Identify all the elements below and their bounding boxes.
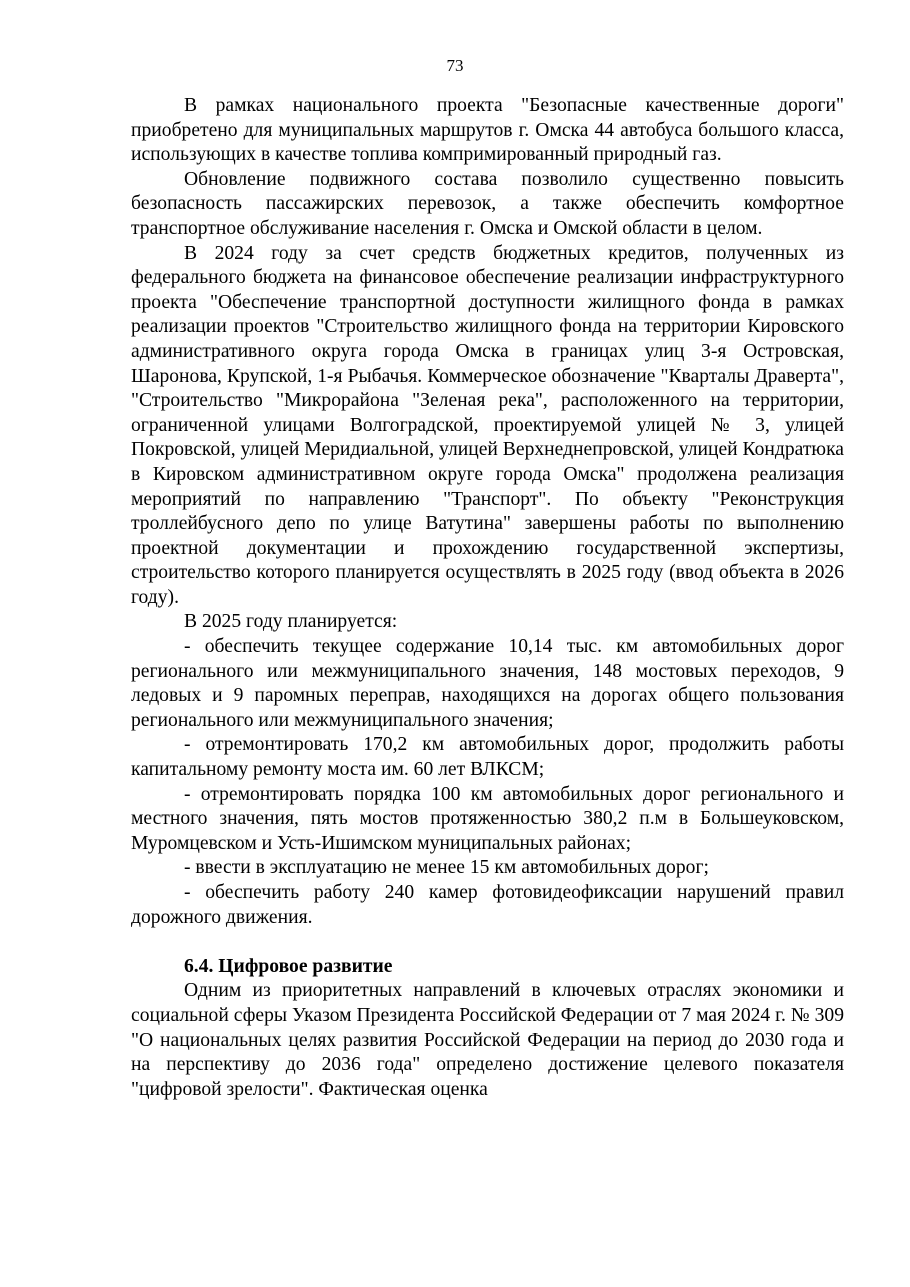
list-item-maintenance: - обеспечить текущее содержание 10,14 тыс. км автомобильных дорог регионального или межмуниципального значения, 148 мостовых переходов, 9 ледовых и 9 паромных переправ, находящихся на дорогах общего пользования регионального или межмуниципального значения; bbox=[131, 636, 844, 731]
list-item-repair-170km: - отремонтировать 170,2 км автомобильных дорог, продолжить работы капитальному ремонту моста им. 60 лет ВЛКСМ; bbox=[131, 734, 844, 781]
list-item-cameras: - обеспечить работу 240 камер фотовидеофиксации нарушений правил дорожного движения. bbox=[131, 882, 844, 928]
paragraph-plans-2025: В 2025 году планируется: bbox=[184, 611, 398, 633]
list-item-repair-100km: - отремонтировать порядка 100 км автомобильных дорог регионального и местного значения, пять мостов протяженностью 380,2 п.м в Большеуковском, Муромцевском и Усть-Ишимском муниципальных районах; bbox=[131, 783, 844, 854]
document-body bbox=[131, 94, 844, 1102]
list-item-commission-roads: - ввести в эксплуатацию не менее 15 км автомобильных дорог; bbox=[184, 857, 709, 879]
paragraph-buses: В рамках национального проекта "Безопасные качественные дороги" приобретено для муниципальных маршрутов г. Омска 44 автобуса большого класса, использующих в качестве топлива компримированный природный газ. bbox=[131, 95, 844, 166]
paragraph-infrastructure-project: В 2024 году за счет средств бюджетных кредитов, полученных из федерального бюджета на финансовое обеспечение реализации инфраструктурного проекта "Обеспечение транспортной доступности жилищного фонда в рамках реализации проектов "Строительство жилищного фонда на территории Кировского административного округа города Омска в границах улиц 3-я Островская, Шаронова, Крупской, 1-я Рыбачья. Коммерческое обозначение "Кварталы Драверта", "Строительство "Микрорайона "Зеленая река", расположенного на территории, ограниченной улицами Волгоградской, проектируемой улицей № 3, улицей Покровской, улицей Меридиальной, улицей Верхнеднепровской, улицей Кондратюка в Кировском административном округе города Омска" продолжена реализация мероприятий по направлению "Транспорт". По объекту "Реконструкция троллейбусного депо по улице Ватутина" завершены работы по выполнению проектной документации и прохождению государственной экспертизы, строительство которого планируется осуществлять в 2025 году (ввод объекта в 2026 году). bbox=[131, 242, 844, 608]
page-number: 73 bbox=[446, 56, 464, 75]
paragraph-fleet-renewal: Обновление подвижного состава позволило существенно повысить безопасность пассажирских перевозок, а также обеспечить комфортное транспортное обслуживание населения г. Омска и Омской области в целом. bbox=[131, 168, 844, 239]
paragraph-digital-development: Одним из приоритетных направлений в ключевых отраслях экономики и социальной сферы Указом Президента Российской Федерации от 7 мая 2024 г. № 309 "О национальных целях развития Российской Федерации на период до 2030 года и на перспективу до 2036 года" определено достижение целевого показателя "цифровой зрелости". Фактическая оценка bbox=[131, 980, 844, 1100]
section-heading: 6.4. Цифровое развитие bbox=[184, 955, 393, 977]
